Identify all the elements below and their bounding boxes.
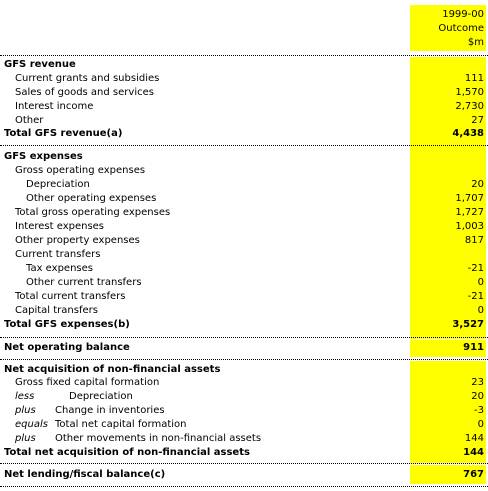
- bottom-divider: [0, 486, 488, 487]
- row-value: -21: [467, 291, 484, 302]
- net-lending-label: Net lending/fiscal balance(c): [4, 469, 166, 480]
- row-value: 20: [471, 391, 484, 402]
- row-prefix: plus: [15, 405, 36, 416]
- row-value: 20: [471, 179, 484, 190]
- table-row: [0, 114, 488, 128]
- row-label: Other current transfers: [26, 277, 142, 288]
- row-label: Current grants and subsidies: [15, 73, 160, 84]
- revenue-heading: GFS revenue: [4, 59, 76, 70]
- revenue-divider: [0, 145, 488, 146]
- nfa-divider: [0, 463, 488, 464]
- header-divider: [0, 55, 488, 56]
- row-label: Capital transfers: [15, 305, 98, 316]
- nfa-total-row: [0, 446, 488, 460]
- revenue-total-label: Total GFS revenue(a): [4, 128, 123, 139]
- table-row: [0, 304, 488, 318]
- table-row: [0, 290, 488, 304]
- row-value: 27: [471, 115, 484, 126]
- row-label: Sales of goods and services: [15, 87, 154, 98]
- table-row: [0, 100, 488, 114]
- column-header: [438, 8, 484, 50]
- row-label: Current transfers: [15, 249, 101, 260]
- table-row: [0, 164, 488, 178]
- row-value: 1,727: [455, 207, 484, 218]
- expenses-divider: [0, 337, 488, 338]
- row-value: 1,003: [455, 221, 484, 232]
- table-row: [0, 390, 488, 404]
- row-value: 1,570: [455, 87, 484, 98]
- row-label: Gross operating expenses: [15, 165, 146, 176]
- row-label: Interest income: [15, 101, 94, 112]
- table-row: [0, 86, 488, 100]
- row-value: 817: [464, 235, 484, 246]
- table-row: [0, 432, 488, 446]
- row-label: Other movements in non-financial assets: [55, 433, 262, 444]
- row-prefix: less: [15, 391, 35, 402]
- row-value: 144: [464, 433, 484, 444]
- table-row: [0, 248, 488, 262]
- table-row: [0, 206, 488, 220]
- table-row: [0, 220, 488, 234]
- row-label: Total gross operating expenses: [15, 207, 171, 218]
- table-row: [0, 234, 488, 248]
- row-value: 0: [477, 305, 484, 316]
- row-label: Depreciation: [69, 391, 133, 402]
- table-row: [0, 376, 488, 390]
- net-lending-value: 767: [463, 469, 484, 480]
- net-operating-row: [0, 341, 488, 355]
- row-label: Other operating expenses: [26, 193, 157, 204]
- revenue-total-row: [0, 127, 488, 141]
- nfa-heading: Net acquisition of non-financial assets: [4, 364, 221, 375]
- nfa-total-value: 144: [463, 447, 484, 458]
- row-value: -21: [467, 263, 484, 274]
- table-row: [0, 72, 488, 86]
- row-label: Other property expenses: [15, 235, 140, 246]
- table-row: [0, 192, 488, 206]
- column-header-outcome: Outcome: [438, 23, 484, 34]
- net-operating-label: Net operating balance: [4, 342, 130, 353]
- table-row: [0, 262, 488, 276]
- revenue-total-value: 4,438: [452, 128, 484, 139]
- nfa-heading-row: [0, 363, 488, 377]
- nfa-total-label: Total net acquisition of non-financial assets: [4, 447, 250, 458]
- row-label: Total current transfers: [15, 291, 126, 302]
- row-prefix: plus: [15, 433, 36, 444]
- net-operating-value: 911: [463, 342, 484, 353]
- row-value: 0: [477, 277, 484, 288]
- net-lending-row: [0, 468, 488, 482]
- row-label: Total net capital formation: [55, 419, 187, 430]
- expenses-total-label: Total GFS expenses(b): [4, 319, 130, 330]
- expenses-heading-row: [0, 150, 488, 164]
- row-value: 111: [464, 73, 484, 84]
- table-row: [0, 404, 488, 418]
- expenses-total-value: 3,527: [452, 319, 484, 330]
- column-header-year: 1999-00: [442, 9, 484, 20]
- table-row: [0, 276, 488, 290]
- row-label: Gross fixed capital formation: [15, 377, 160, 388]
- net-operating-divider: [0, 359, 488, 360]
- expenses-total-row: [0, 318, 488, 332]
- row-label: Change in inventories: [55, 405, 165, 416]
- column-header-unit: $m: [467, 37, 484, 48]
- row-value: 0: [477, 419, 484, 430]
- table-row: [0, 418, 488, 432]
- row-value: 23: [471, 377, 484, 388]
- table-row: [0, 178, 488, 192]
- expenses-heading: GFS expenses: [4, 151, 83, 162]
- row-label: Tax expenses: [26, 263, 93, 274]
- row-label: Interest expenses: [15, 221, 105, 232]
- revenue-heading-row: [0, 58, 488, 72]
- row-label: Depreciation: [26, 179, 90, 190]
- row-value: 1,707: [455, 193, 484, 204]
- row-prefix: equals: [15, 419, 48, 430]
- row-value: -3: [474, 405, 484, 416]
- row-label: Other: [15, 115, 44, 126]
- row-value: 2,730: [455, 101, 484, 112]
